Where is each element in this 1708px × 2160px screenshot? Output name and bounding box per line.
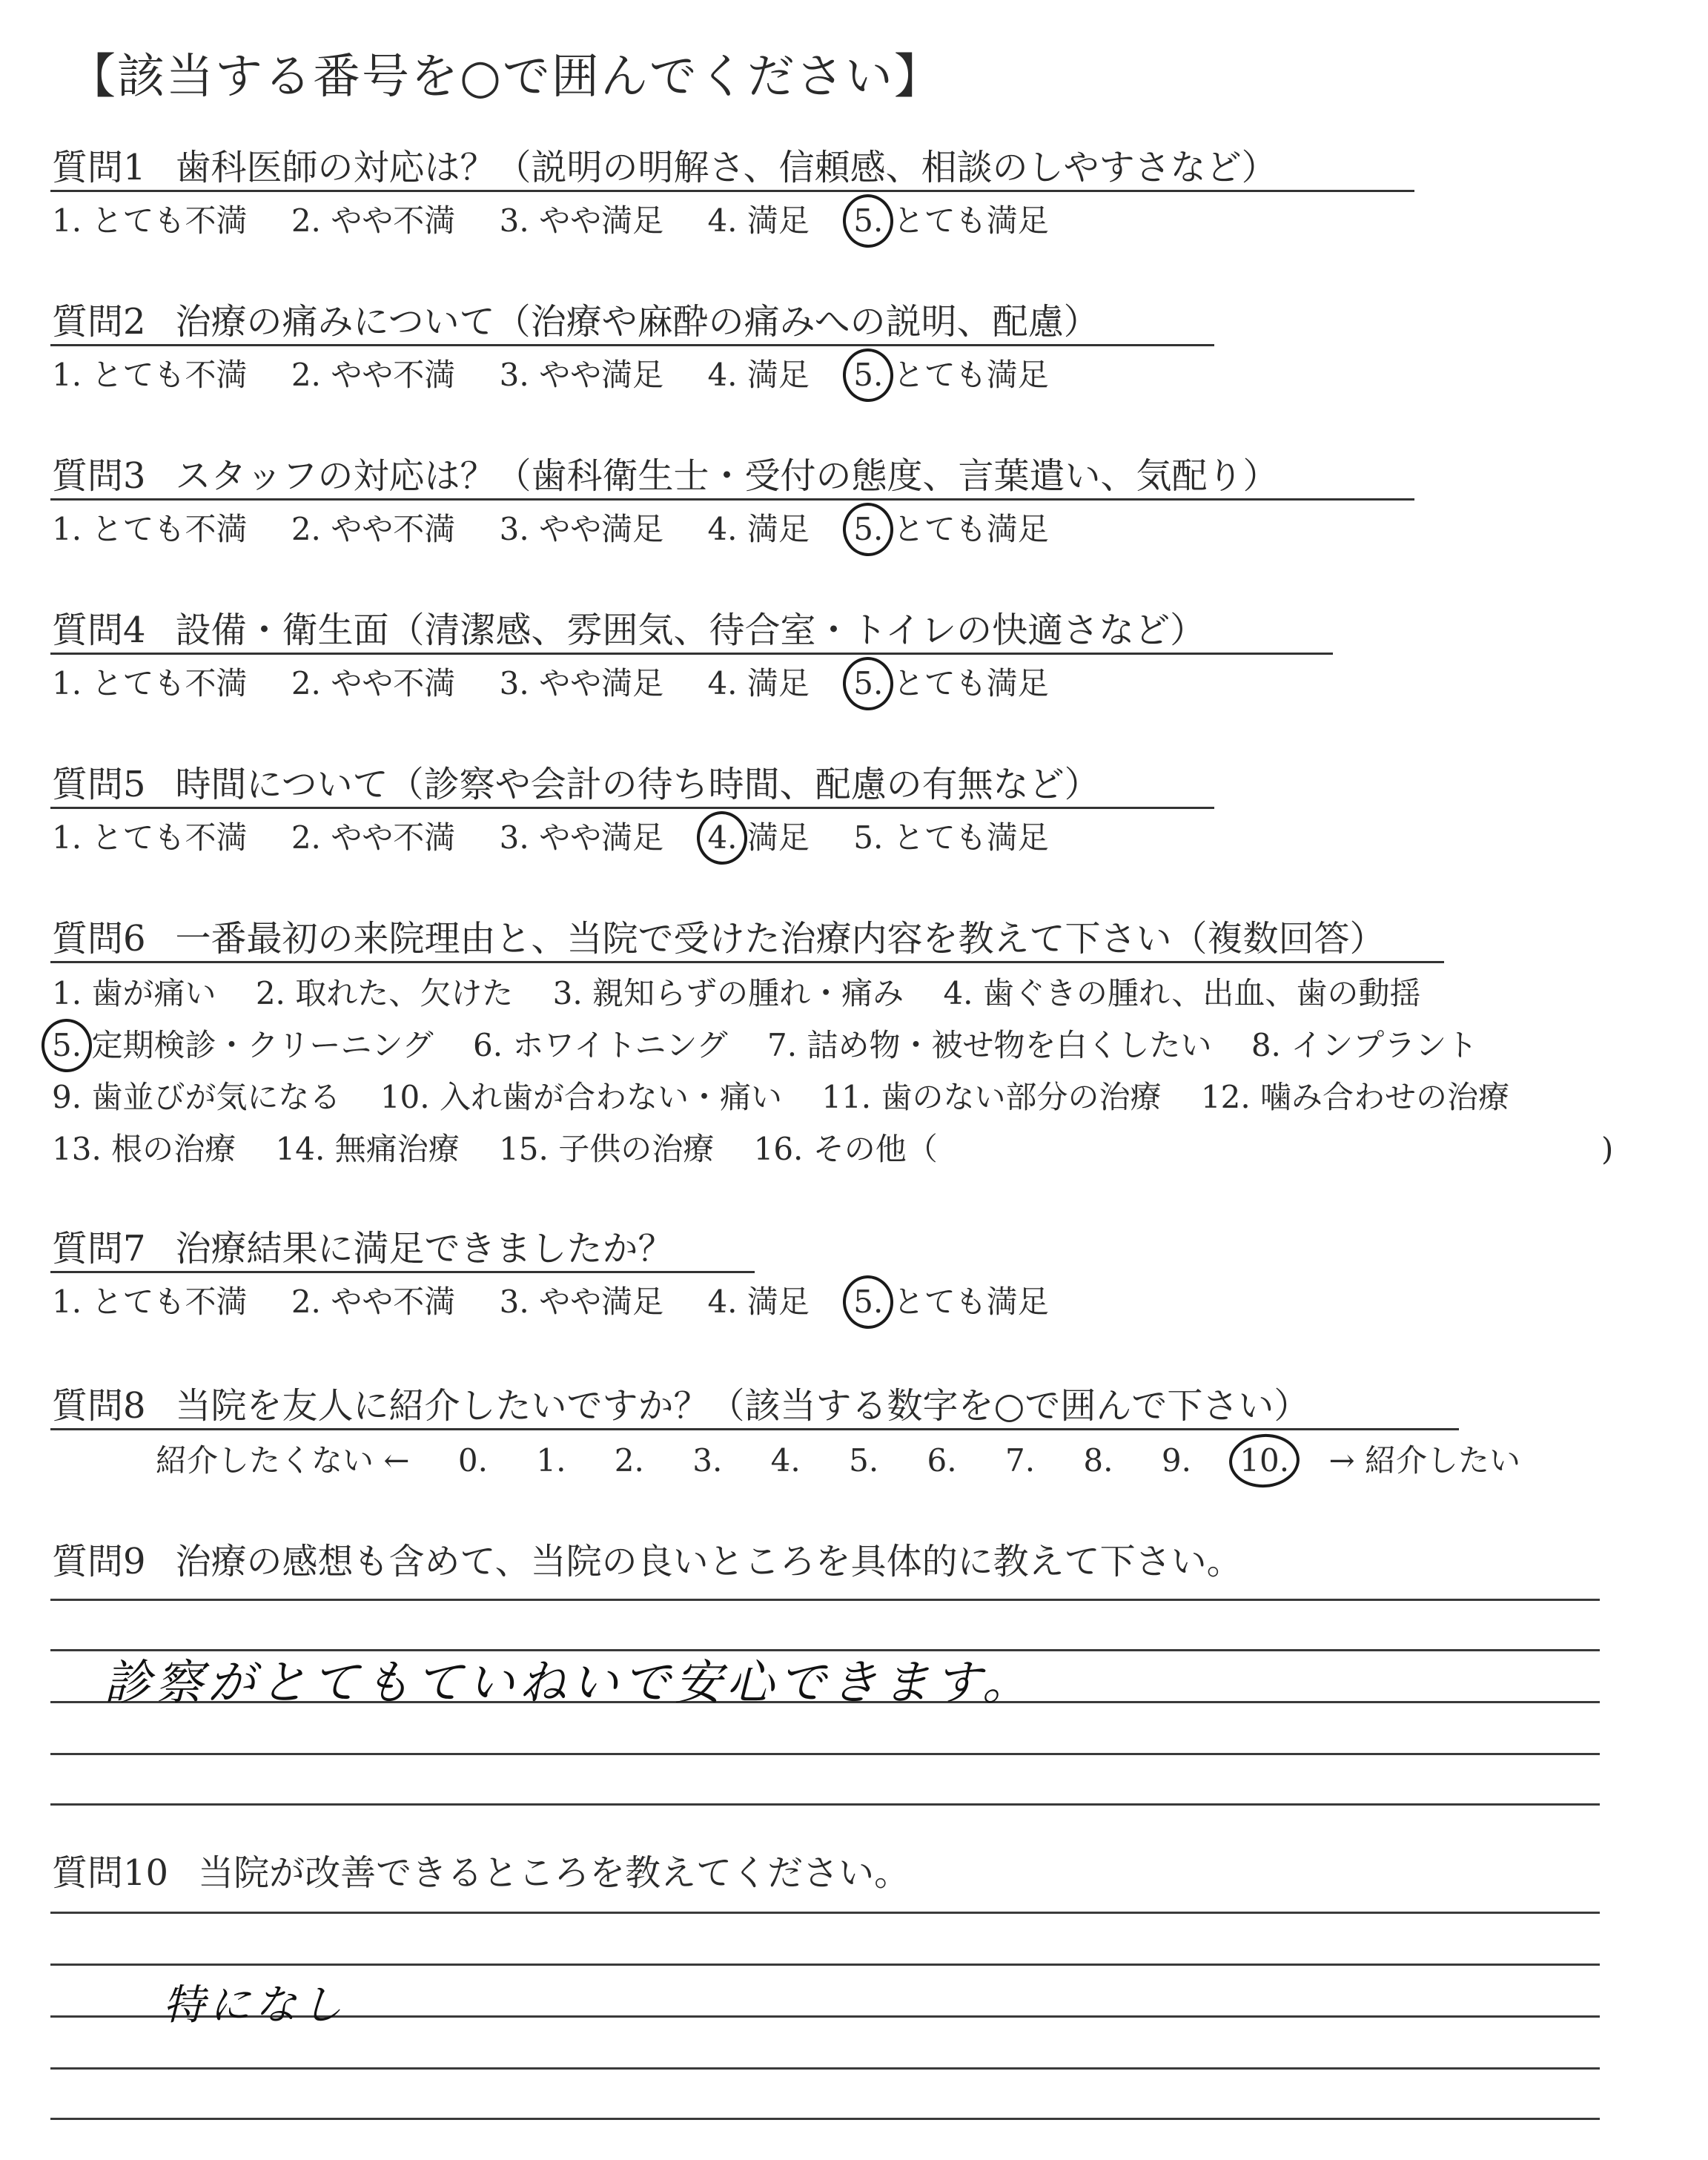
question-4-text: 設備・衛生面（清潔感、雰囲気、待合室・トイレの快適さなど） bbox=[175, 610, 1206, 651]
q1-option-4[interactable]: 4. 満足 bbox=[707, 202, 810, 239]
q5-option-2[interactable]: 2. やや不満 bbox=[291, 819, 456, 856]
q7-selected-circle: 5. bbox=[853, 1281, 883, 1323]
question-2 bbox=[52, 300, 1099, 344]
q3-option-1[interactable]: 1. とても不満 bbox=[52, 511, 248, 547]
question-3 bbox=[52, 454, 1279, 498]
q6-option-12[interactable]: 12. 噛み合わせの治療 bbox=[1200, 1079, 1510, 1115]
q1-option-2[interactable]: 2. やや不満 bbox=[291, 202, 456, 239]
q8-option-4[interactable]: 4. bbox=[770, 1442, 801, 1479]
q8-option-3[interactable]: 3. bbox=[692, 1442, 723, 1479]
q6-other-close-paren: ) bbox=[1601, 1131, 1614, 1167]
question-6 bbox=[52, 916, 1386, 961]
question-2-options bbox=[52, 354, 1083, 396]
q1-option-5[interactable]: 5. とても満足 bbox=[853, 200, 1048, 242]
q10-answer-line-1 bbox=[50, 1912, 1600, 1914]
question-9-label: 質問9 bbox=[52, 1541, 146, 1582]
question-7-underline bbox=[50, 1271, 755, 1273]
q6-option-8[interactable]: 8. インプラント bbox=[1251, 1027, 1478, 1063]
question-5-underline bbox=[50, 807, 1214, 809]
q2-option-1[interactable]: 1. とても不満 bbox=[52, 357, 248, 393]
q8-scale bbox=[156, 1440, 1520, 1482]
q5-selected-circle: 4. bbox=[707, 817, 737, 859]
q6-option-4[interactable]: 4. 歯ぐきの腫れ、出血、歯の動揺 bbox=[943, 975, 1421, 1011]
question-8-text: 当院を友人に紹介したいですか？（該当する数字を○で囲んで下さい） bbox=[175, 1385, 1310, 1427]
q8-option-1[interactable]: 1. bbox=[536, 1442, 566, 1479]
q5-option-4[interactable]: 4. 満足 bbox=[707, 817, 809, 859]
q8-option-8[interactable]: 8. bbox=[1083, 1442, 1113, 1479]
question-3-options bbox=[52, 509, 1083, 550]
question-2-text: 治療の痛みについて（治療や麻酔の痛みへの説明、配慮） bbox=[175, 301, 1099, 343]
q3-option-5[interactable]: 5. とても満足 bbox=[853, 509, 1048, 550]
question-5 bbox=[52, 762, 1100, 807]
q6-option-11[interactable]: 11. 歯のない部分の治療 bbox=[821, 1079, 1162, 1115]
q7-option-4[interactable]: 4. 満足 bbox=[707, 1284, 810, 1320]
question-1-options bbox=[52, 200, 1083, 242]
q6-option-2[interactable]: 2. 取れた、欠けた bbox=[255, 975, 514, 1011]
q1-option-1[interactable]: 1. とても不満 bbox=[52, 202, 248, 239]
question-7-options bbox=[52, 1281, 1083, 1323]
q9-handwritten-answer[interactable]: 診察がとてもていねいで安心できます。 bbox=[104, 1656, 1034, 1711]
q3-option-3[interactable]: 3. やや満足 bbox=[499, 511, 664, 547]
question-4 bbox=[52, 608, 1205, 653]
q6-option-9[interactable]: 9. 歯並びが気になる bbox=[52, 1079, 341, 1115]
question-4-options bbox=[52, 663, 1083, 704]
q1-option-3[interactable]: 3. やや満足 bbox=[499, 202, 664, 239]
form-header: 【該当する番号を○で囲んでください】 bbox=[68, 50, 943, 105]
q1-selected-circle: 5. bbox=[853, 200, 883, 242]
q8-right-label: → 紹介したい bbox=[1328, 1442, 1520, 1479]
q6-option-3[interactable]: 3. 親知らずの腫れ・痛み bbox=[552, 975, 904, 1011]
q6-row-2 bbox=[52, 1025, 1507, 1066]
q7-option-3[interactable]: 3. やや満足 bbox=[499, 1284, 664, 1320]
question-7-text: 治療結果に満足できましたか？ bbox=[175, 1228, 674, 1269]
q5-option-3[interactable]: 3. やや満足 bbox=[499, 819, 664, 856]
question-1-text: 歯科医師の対応は？（説明の明解さ、信頼感、相談のしやすさなど） bbox=[175, 147, 1277, 188]
question-6-text: 一番最初の来院理由と、当院で受けた治療内容を教えて下さい（複数回答） bbox=[175, 918, 1386, 960]
q2-option-5[interactable]: 5. とても満足 bbox=[853, 354, 1048, 396]
question-5-label: 質問5 bbox=[52, 764, 146, 805]
q6-row-1 bbox=[52, 973, 1450, 1014]
q5-option-5[interactable]: 5. とても満足 bbox=[853, 819, 1049, 856]
q8-option-6[interactable]: 6. bbox=[927, 1442, 957, 1479]
question-7-label: 質問7 bbox=[52, 1228, 146, 1269]
q10-answer-line-2 bbox=[50, 1964, 1600, 1966]
question-2-underline bbox=[50, 344, 1214, 346]
q3-option-4[interactable]: 4. 満足 bbox=[707, 511, 810, 547]
question-5-options bbox=[52, 817, 1083, 859]
question-1-underline bbox=[50, 190, 1414, 192]
q2-option-2[interactable]: 2. やや不満 bbox=[291, 357, 456, 393]
q8-option-5[interactable]: 5. bbox=[849, 1442, 879, 1479]
q6-option-16[interactable]: 16. その他（ bbox=[753, 1131, 938, 1167]
q8-option-0[interactable]: 0. bbox=[457, 1442, 488, 1479]
q6-option-6[interactable]: 6. ホワイトニング bbox=[472, 1027, 728, 1063]
q8-option-2[interactable]: 2. bbox=[614, 1442, 644, 1479]
q2-option-3[interactable]: 3. やや満足 bbox=[499, 357, 664, 393]
question-1-label: 質問1 bbox=[52, 147, 146, 188]
question-4-underline bbox=[50, 653, 1333, 655]
question-2-label: 質問2 bbox=[52, 301, 146, 343]
question-7 bbox=[52, 1226, 674, 1271]
q4-option-3[interactable]: 3. やや満足 bbox=[499, 665, 664, 701]
question-10-text: 当院が改善できるところを教えてください。 bbox=[198, 1852, 910, 1894]
q6-option-14[interactable]: 14. 無痛治療 bbox=[275, 1131, 460, 1167]
q8-selected-circle[interactable]: 10. bbox=[1239, 1440, 1289, 1482]
question-5-text: 時間について（診察や会計の待ち時間、配慮の有無など） bbox=[175, 764, 1100, 805]
q6-option-13[interactable]: 13. 根の治療 bbox=[52, 1131, 236, 1167]
q6-option-15[interactable]: 15. 子供の治療 bbox=[499, 1131, 715, 1167]
question-9 bbox=[52, 1539, 1242, 1584]
question-3-label: 質問3 bbox=[52, 455, 146, 497]
q10-answer-line-4 bbox=[50, 2067, 1600, 2070]
q6-row-3 bbox=[52, 1077, 1539, 1118]
q3-option-2[interactable]: 2. やや不満 bbox=[291, 511, 456, 547]
q6-option-1[interactable]: 1. 歯が痛い bbox=[52, 975, 216, 1011]
question-6-label: 質問6 bbox=[52, 918, 146, 960]
q7-option-2[interactable]: 2. やや不満 bbox=[291, 1284, 456, 1320]
question-3-text: スタッフの対応は？（歯科衛生士・受付の態度、言葉遣い、気配り） bbox=[175, 455, 1279, 497]
q8-option-9[interactable]: 9. bbox=[1161, 1442, 1191, 1479]
q6-option-7[interactable]: 7. 詰め物・被せ物を白くしたい bbox=[767, 1027, 1212, 1063]
q4-selected-circle: 5. bbox=[853, 663, 883, 704]
q4-option-2[interactable]: 2. やや不満 bbox=[291, 665, 456, 701]
q6-row-4 bbox=[52, 1129, 967, 1170]
q7-option-5[interactable]: 5. とても満足 bbox=[853, 1281, 1048, 1323]
q4-option-1[interactable]: 1. とても不満 bbox=[52, 665, 248, 701]
q6-option-5[interactable]: 5. 定期検診・クリーニング bbox=[52, 1025, 434, 1066]
q8-option-7[interactable]: 7. bbox=[1004, 1442, 1036, 1479]
question-4-label: 質問4 bbox=[52, 610, 146, 651]
q9-answer-line-5 bbox=[50, 1803, 1600, 1806]
question-8 bbox=[52, 1384, 1309, 1428]
q10-handwritten-answer[interactable]: 特になし bbox=[163, 1981, 347, 2029]
q8-left-label: 紹介したくない ← bbox=[156, 1442, 410, 1479]
question-8-label: 質問8 bbox=[52, 1385, 146, 1427]
q3-selected-circle: 5. bbox=[853, 509, 883, 550]
q4-option-4[interactable]: 4. 満足 bbox=[707, 665, 810, 701]
q4-option-5[interactable]: 5. とても満足 bbox=[853, 663, 1048, 704]
q2-option-4[interactable]: 4. 満足 bbox=[707, 357, 810, 393]
q6-option-10[interactable]: 10. 入れ歯が合わない・痛い bbox=[380, 1079, 782, 1115]
q5-option-1[interactable]: 1. とても不満 bbox=[52, 819, 248, 856]
question-10 bbox=[52, 1851, 910, 1895]
q6-selected-circle: 5. bbox=[52, 1025, 82, 1066]
question-9-text: 治療の感想も含めて、当院の良いところを具体的に教えて下さい。 bbox=[175, 1541, 1242, 1582]
q9-answer-line-4 bbox=[50, 1753, 1600, 1755]
q2-selected-circle: 5. bbox=[853, 354, 883, 396]
question-10-label: 質問10 bbox=[52, 1852, 169, 1894]
question-3-underline bbox=[50, 498, 1414, 501]
question-6-underline bbox=[50, 961, 1444, 963]
q7-option-1[interactable]: 1. とても不満 bbox=[52, 1284, 248, 1320]
question-8-underline bbox=[50, 1428, 1459, 1430]
q9-answer-line-1 bbox=[50, 1599, 1600, 1601]
q10-answer-line-5 bbox=[50, 2118, 1600, 2120]
question-1 bbox=[52, 145, 1277, 190]
